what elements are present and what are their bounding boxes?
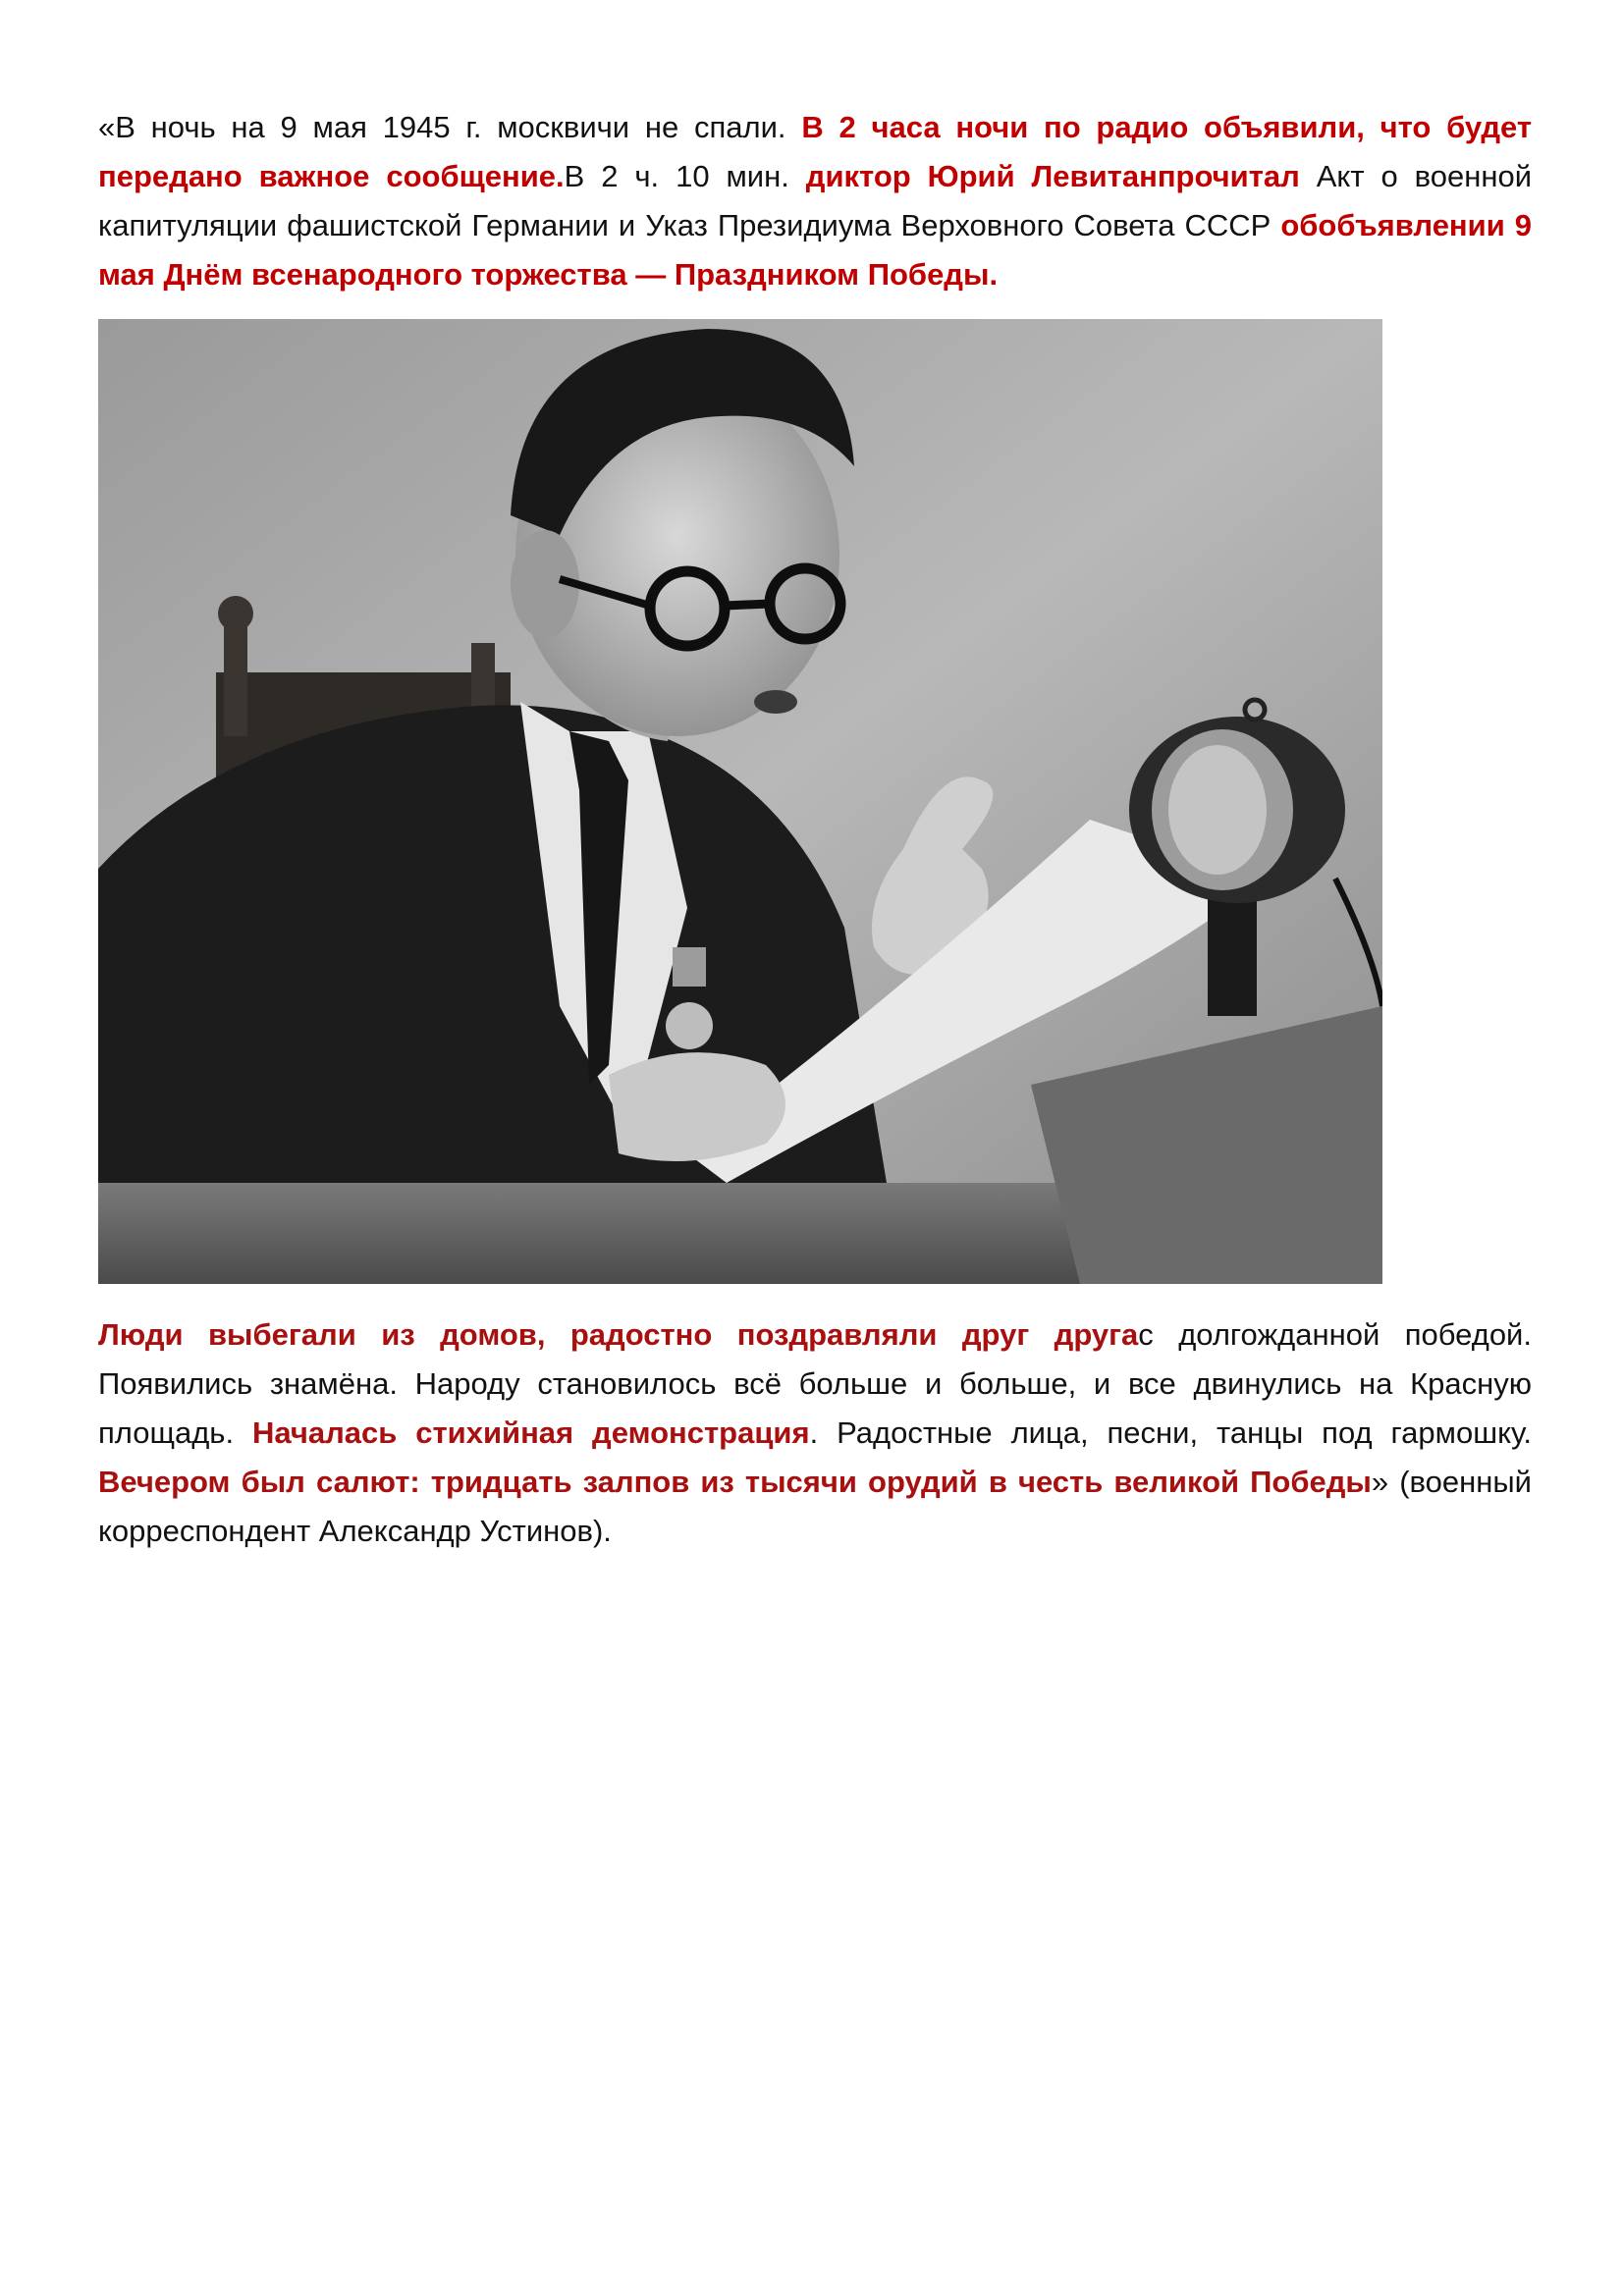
intro-text-1: «В ночь на 9 мая 1945 г. москвичи не спали. — [98, 110, 802, 144]
intro-text-2: В 2 ч. 10 мин. — [564, 159, 806, 193]
intro-text-3: Акт о военной капитуляции фашистской Германии и Указ Президиума Верховного Совета СССР — [98, 159, 1533, 242]
photo-illustration — [98, 319, 1382, 1284]
photo-radio-announcer — [98, 319, 1382, 1284]
intro-highlight-victory-day: обобъявлении 9 мая Днём всенародного торжества — Праздником Победы. — [98, 208, 1532, 292]
intro-highlight-radio: В 2 часа ночи по радио объявили, что будет передано важное сообщение. — [98, 110, 1533, 193]
outro-paragraph — [98, 1310, 1532, 1556]
intro-paragraph — [98, 103, 1532, 299]
outro-highlight-demonstration: Началась стихийная демонстрация — [252, 1415, 810, 1450]
outro-highlight-salute: Вечером был салют: тридцать залпов из тысячи орудий в честь великой Победы — [98, 1465, 1372, 1499]
outro-text-1: с долгожданной победой. Появились знамёна. Народу становилось всё больше и больше, и все двинулись на Красную площадь. — [98, 1317, 1532, 1450]
outro-text-3: » (военный корреспондент Александр Устинов). — [98, 1465, 1532, 1548]
intro-highlight-levitan: диктор Юрий Левитанпрочитал — [805, 159, 1300, 193]
outro-highlight-people: Люди выбегали из домов, радостно поздравляли друг друга — [98, 1317, 1139, 1352]
outro-text-2: . Радостные лица, песни, танцы под гармошку. — [809, 1415, 1532, 1450]
